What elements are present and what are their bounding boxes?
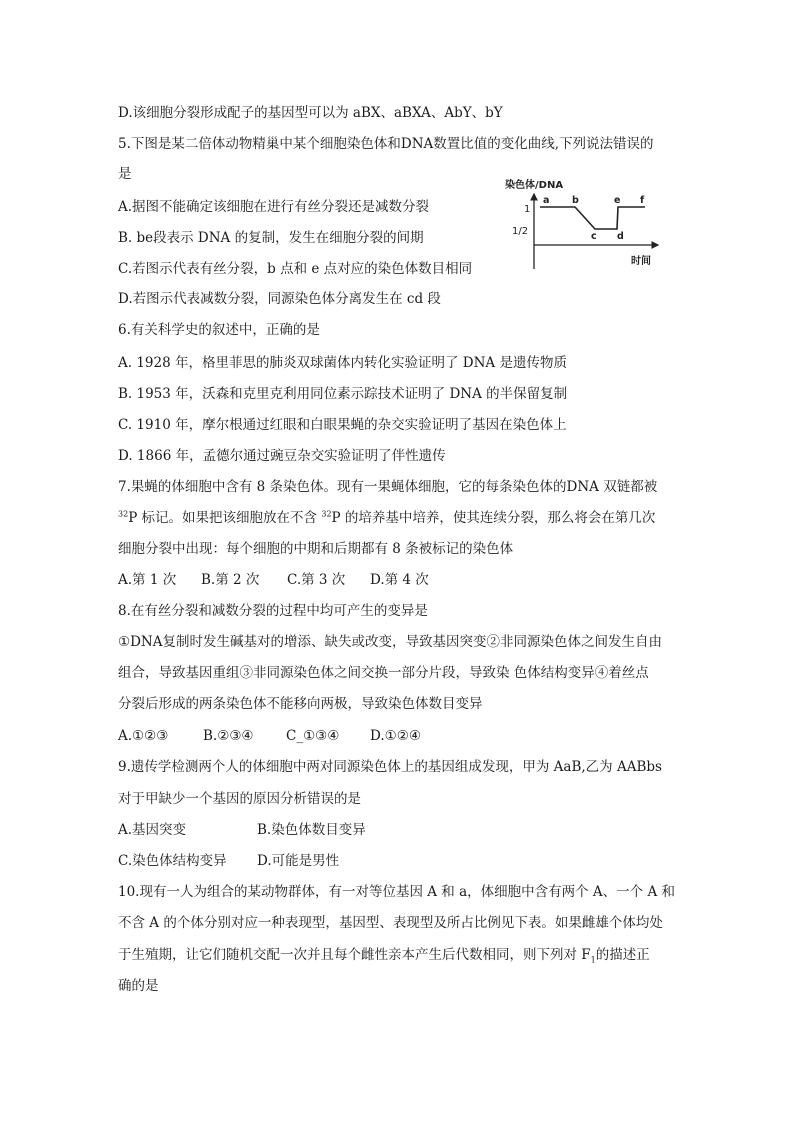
graph-point-label-e: e — [614, 195, 621, 206]
q6-option-d: D. 1866 年，孟德尔通过豌豆杂交实验证明了伴性遗传 — [118, 448, 446, 464]
q8-body-line-2: 组合，导致基因重组③非同源染色体之间交换一部分片段，导致染 色体结构变异④着丝点 — [118, 665, 649, 681]
q7-stem-line-2: $^{32}$P 标记。如果把该细胞放在不含 $^{32}$P 的培养基中培养，使其连续分裂，那么将会在第几次 — [118, 509, 656, 526]
graph-tick-half: 1/2 — [512, 226, 529, 237]
graph-y-label: 染色体/DNA — [505, 180, 564, 191]
graph-x-label: 时间 — [631, 256, 651, 267]
q10-stem-line-3: 于生殖期，让它们随机交配一次并且每个雌性亲本产生后代数相同，则下列对 $F_1$的描述正 — [118, 947, 650, 965]
graph-point-label-d: d — [617, 231, 624, 242]
q10-stem-line-4: 确的是 — [118, 978, 159, 994]
q8-option-a: A.①②③ — [118, 728, 169, 744]
q7-option-d: D.第 4 次 — [370, 572, 429, 588]
q8-stem: 8.在有丝分裂和减数分裂的过程中均可产生的变异是 — [118, 603, 428, 619]
q8-option-c: C_①③④ — [286, 728, 340, 744]
q5-stem-line-1: 5.下图是某二倍体动物精巢中某个细胞染色体和DNA数置比值的变化曲线,下列说法错误的 — [118, 136, 654, 152]
q5-stem-line-2: 是 — [118, 166, 132, 182]
graph-tick-1: 1 — [524, 204, 531, 215]
q8-body-line-3: 分裂后形成的两条染色体不能移向两极，导致染色体数目变异 — [118, 696, 483, 712]
q4-option-d: D.该细胞分裂形成配子的基因型可以为 aBX、aBXA、AbY、bY — [118, 105, 503, 121]
q8-option-d: D.①②④ — [370, 728, 421, 744]
graph-point-label-f: f — [640, 195, 645, 206]
q9-option-a: A.基因突变 — [118, 822, 187, 838]
q9-stem-line-2: 对于甲缺少一个基因的原因分析错误的是 — [118, 791, 361, 807]
q8-body-line-1: ①DNA复制时发生碱基对的增添、缺失或改变，导致基因突变②非同源染色体之间发生自由 — [118, 634, 662, 650]
q7-option-b: B.第 2 次 — [201, 572, 260, 588]
q5-option-a: A.据图不能确定该细胞在进行有丝分裂还是减数分裂 — [118, 199, 430, 215]
q5-option-b: B. be段表示 DNA 的复制，发生在细胞分裂的间期 — [118, 230, 424, 246]
graph-point-label-a: a — [543, 195, 550, 206]
graph-point-label-c: c — [591, 231, 597, 242]
q7-stem-line-1: 7.果蝇的体细胞中含有 8 条染色体。现有一果蝇体细胞，它的每条染色体的DNA 双链都被 — [118, 479, 658, 495]
q6-option-b: B. 1953 年，沃森和克里克利用同位素示踪技术证明了 DNA 的半保留复制 — [118, 386, 568, 402]
q6-option-c: C. 1910 年，摩尔根通过红眼和白眼果蝇的杂交实验证明了基因在染色体上 — [118, 417, 567, 433]
q9-stem-line-1: 9.遗传学检测两个人的体细胞中两对同源染色体上的基因组成发现，甲为 AaB,乙为 AABbs — [118, 759, 662, 775]
q8-option-b: B.②③④ — [203, 728, 254, 744]
q7-option-c: C.第 3 次 — [287, 572, 346, 588]
q9-option-c: C.染色体结构变异 — [118, 853, 227, 869]
chromosome-dna-ratio-graph — [500, 172, 665, 282]
q6-stem: 6.有关科学史的叙述中，正确的是 — [118, 322, 320, 338]
q9-option-d: D.可能是男性 — [257, 853, 340, 869]
q5-option-d: D.若图示代表减数分裂，同源染色体分离发生在 cd 段 — [118, 291, 441, 307]
q10-stem-line-1: 10.现有一人为组合的某动物群体，有一对等位基因 A 和 a，体细胞中含有两个 A、一个 A 和 — [118, 884, 676, 900]
q5-option-c: C.若图示代表有丝分裂，b 点和 e 点对应的染色体数目相同 — [118, 261, 473, 277]
q7-option-a: A.第 1 次 — [118, 572, 177, 588]
q10-stem-line-2: 不含 A 的个体分别对应一种表现型，基因型、表现型及所占比例见下表。如果雌雄个体均处 — [118, 915, 663, 931]
graph-point-label-b: b — [572, 195, 579, 206]
q6-option-a: A. 1928 年，格里菲思的肺炎双球菌体内转化实验证明了 DNA 是遗传物质 — [118, 355, 567, 371]
graph-ratio-line — [540, 207, 645, 229]
q9-option-b: B.染色体数目变异 — [257, 822, 366, 838]
q7-stem-line-3: 细胞分裂中出现：每个细胞的中期和后期都有 8 条被标记的染色体 — [118, 541, 514, 557]
